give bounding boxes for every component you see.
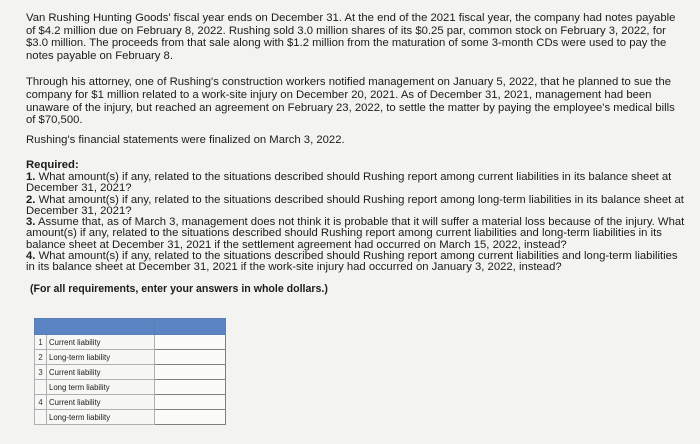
requirement-item [26, 195, 686, 218]
answer-table-header [35, 319, 226, 335]
amount-input[interactable] [155, 365, 229, 379]
row-label: Long term liability [47, 380, 155, 395]
requirement-text: Assume that, as of March 3, management does not think it is probable that it will suffer a material loss because of the injury. What amount(s) if any, related to the situations described should Rushing report among current liabilities and long-term liabilities in its balance sheet at December 31, 2021 if the settlement agreement had occurred on March 15, 2022, instead? [26, 216, 685, 251]
requirement-item [26, 251, 686, 274]
answer-format-note: (For all requirements, enter your answers in whole dollars.) [30, 282, 328, 295]
row-number: 3 [35, 365, 47, 380]
amount-cell[interactable] [155, 380, 226, 395]
answer-table [34, 318, 226, 425]
table-row [35, 380, 226, 395]
amount-cell[interactable] [155, 395, 226, 410]
row-number [35, 410, 47, 425]
table-row [35, 395, 226, 410]
row-number: 1 [35, 335, 47, 350]
requirement-number: 4. [26, 250, 36, 263]
table-row [35, 410, 226, 425]
amount-cell[interactable] [155, 365, 226, 380]
requirement-item [26, 172, 686, 195]
requirements-list [26, 172, 686, 274]
requirement-number: 3. [26, 216, 36, 229]
intro-paragraph-2: Through his attorney, one of Rushing's construction workers notified management on January 5, 2022, that he planned to sue the company for $1 million related to a work-site injury on December 20, 2021. As of December 31, 2021, management had been unaware of the injury, but reached an agreement on February 23, 2022, to settle the matter by paying the employee's medical bills of $70,500. [26, 76, 675, 127]
header-label-cell [35, 319, 155, 335]
problem-content [26, 12, 686, 295]
amount-cell[interactable] [155, 410, 226, 425]
table-row [35, 350, 226, 365]
requirement-text: What amount(s) if any, related to the situations described should Rushing report among long-term liabilities in its balance sheet at December 31, 2021? [26, 193, 684, 217]
amount-input[interactable] [155, 350, 229, 364]
row-label: Current liability [47, 335, 155, 350]
table-row [35, 335, 226, 350]
amount-cell[interactable] [155, 335, 226, 350]
row-label: Long-term liability [47, 350, 155, 365]
amount-cell[interactable] [155, 350, 226, 365]
row-label: Current liability [47, 365, 155, 380]
requirement-item [26, 217, 686, 251]
intro-paragraph-3: Rushing's financial statements were finalized on March 3, 2022. [26, 133, 345, 146]
requirement-number: 2. [26, 193, 36, 206]
requirement-number: 1. [26, 170, 36, 183]
row-label: Current liability [47, 395, 155, 410]
row-number: 4 [35, 395, 47, 410]
required-heading: Required: [26, 159, 79, 172]
header-value-cell [155, 319, 226, 335]
row-label: Long-term liability [47, 410, 155, 425]
row-number: 2 [35, 350, 47, 365]
amount-input[interactable] [155, 335, 229, 349]
row-number [35, 380, 47, 395]
requirement-text: What amount(s) if any, related to the situations described should Rushing report among current liabilities and long-term liabilities in its balance sheet at December 31, 2021 if the work-site injury had occurred on January 3, 2022, instead? [26, 250, 678, 274]
amount-input[interactable] [155, 380, 229, 394]
amount-input[interactable] [155, 410, 229, 424]
amount-input[interactable] [155, 395, 229, 409]
requirement-text: What amount(s) if any, related to the situations described should Rushing report among current liabilities in its balance sheet at December 31, 2021? [26, 170, 672, 195]
intro-paragraph-1: Van Rushing Hunting Goods' fiscal year ends on December 31. At the end of the 2021 fiscal year, the company had notes payable of $4.2 million due on February 8, 2022. Rushing sold 3.0 million shares of its $0.25 par, common stock on February 3, 2022, for $3.0 million. The proceeds from that sale along with $1.2 million from the maturation of some 3-month CDs were used to pay the notes payable on February 8. [26, 12, 676, 62]
table-row [35, 365, 226, 380]
